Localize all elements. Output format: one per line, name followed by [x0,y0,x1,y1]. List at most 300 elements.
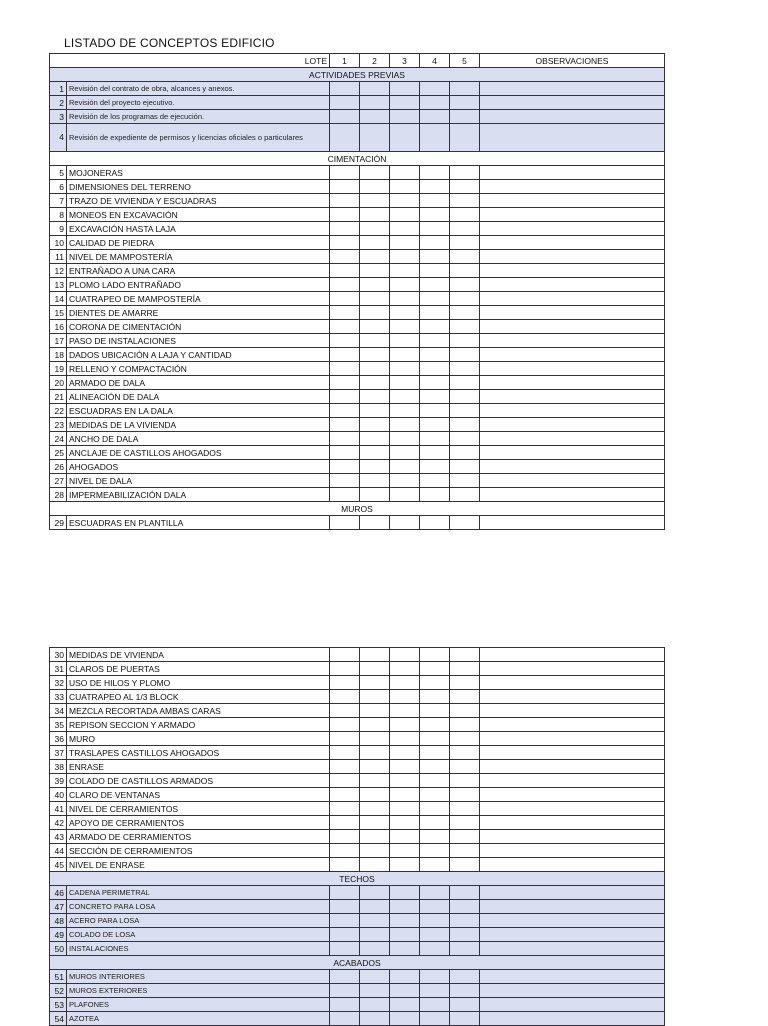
lote-check-cell[interactable] [420,648,450,662]
lote-check-cell[interactable] [390,718,420,732]
lote-check-cell[interactable] [390,404,420,418]
lote-check-cell[interactable] [450,222,480,236]
observaciones-cell[interactable] [480,334,665,348]
observaciones-cell[interactable] [480,830,665,844]
lote-check-cell[interactable] [360,746,390,760]
lote-check-cell[interactable] [330,774,360,788]
lote-check-cell[interactable] [420,718,450,732]
lote-check-cell[interactable] [450,418,480,432]
observaciones-cell[interactable] [480,488,665,502]
lote-check-cell[interactable] [420,390,450,404]
lote-check-cell[interactable] [390,362,420,376]
observaciones-cell[interactable] [480,816,665,830]
lote-check-cell[interactable] [360,292,390,306]
lote-check-cell[interactable] [360,970,390,984]
lote-check-cell[interactable] [420,732,450,746]
lote-check-cell[interactable] [360,774,390,788]
lote-check-cell[interactable] [330,222,360,236]
lote-check-cell[interactable] [330,984,360,998]
lote-check-cell[interactable] [390,900,420,914]
lote-check-cell[interactable] [360,320,390,334]
lote-check-cell[interactable] [390,914,420,928]
lote-check-cell[interactable] [420,432,450,446]
lote-check-cell[interactable] [360,732,390,746]
observaciones-cell[interactable] [480,278,665,292]
observaciones-cell[interactable] [480,774,665,788]
lote-check-cell[interactable] [330,516,360,530]
lote-check-cell[interactable] [450,662,480,676]
lote-check-cell[interactable] [450,774,480,788]
lote-check-cell[interactable] [360,998,390,1012]
lote-check-cell[interactable] [360,886,390,900]
observaciones-cell[interactable] [480,222,665,236]
lote-check-cell[interactable] [420,404,450,418]
lote-check-cell[interactable] [450,816,480,830]
lote-check-cell[interactable] [450,844,480,858]
observaciones-cell[interactable] [480,418,665,432]
observaciones-cell[interactable] [480,900,665,914]
observaciones-cell[interactable] [480,676,665,690]
lote-check-cell[interactable] [390,984,420,998]
lote-check-cell[interactable] [390,830,420,844]
lote-check-cell[interactable] [420,858,450,872]
lote-check-cell[interactable] [360,662,390,676]
observaciones-cell[interactable] [480,180,665,194]
lote-check-cell[interactable] [360,788,390,802]
observaciones-cell[interactable] [480,984,665,998]
lote-check-cell[interactable] [420,166,450,180]
lote-check-cell[interactable] [450,474,480,488]
observaciones-cell[interactable] [480,194,665,208]
lote-check-cell[interactable] [360,676,390,690]
lote-check-cell[interactable] [420,320,450,334]
lote-check-cell[interactable] [330,802,360,816]
lote-check-cell[interactable] [330,390,360,404]
lote-check-cell[interactable] [360,488,390,502]
lote-check-cell[interactable] [330,320,360,334]
observaciones-cell[interactable] [480,914,665,928]
lote-check-cell[interactable] [420,110,450,124]
lote-check-cell[interactable] [360,432,390,446]
lote-check-cell[interactable] [390,194,420,208]
lote-check-cell[interactable] [450,404,480,418]
lote-check-cell[interactable] [390,690,420,704]
lote-check-cell[interactable] [450,676,480,690]
observaciones-cell[interactable] [480,802,665,816]
observaciones-cell[interactable] [480,858,665,872]
lote-check-cell[interactable] [360,1012,390,1026]
lote-check-cell[interactable] [330,460,360,474]
lote-check-cell[interactable] [360,250,390,264]
lote-check-cell[interactable] [390,516,420,530]
lote-check-cell[interactable] [360,82,390,96]
lote-check-cell[interactable] [420,264,450,278]
lote-check-cell[interactable] [420,774,450,788]
lote-check-cell[interactable] [330,690,360,704]
lote-check-cell[interactable] [420,236,450,250]
lote-check-cell[interactable] [390,82,420,96]
lote-check-cell[interactable] [330,788,360,802]
lote-check-cell[interactable] [420,676,450,690]
lote-check-cell[interactable] [450,984,480,998]
observaciones-cell[interactable] [480,460,665,474]
lote-check-cell[interactable] [420,998,450,1012]
observaciones-cell[interactable] [480,292,665,306]
lote-check-cell[interactable] [450,746,480,760]
lote-check-cell[interactable] [330,446,360,460]
observaciones-cell[interactable] [480,236,665,250]
lote-check-cell[interactable] [420,250,450,264]
lote-check-cell[interactable] [390,774,420,788]
lote-check-cell[interactable] [390,474,420,488]
lote-check-cell[interactable] [330,914,360,928]
lote-check-cell[interactable] [360,914,390,928]
lote-check-cell[interactable] [450,648,480,662]
observaciones-cell[interactable] [480,362,665,376]
lote-check-cell[interactable] [360,984,390,998]
lote-check-cell[interactable] [420,124,450,152]
lote-check-cell[interactable] [360,844,390,858]
lote-check-cell[interactable] [390,376,420,390]
observaciones-cell[interactable] [480,970,665,984]
lote-check-cell[interactable] [450,194,480,208]
lote-check-cell[interactable] [420,334,450,348]
lote-check-cell[interactable] [330,900,360,914]
lote-check-cell[interactable] [360,648,390,662]
lote-check-cell[interactable] [330,998,360,1012]
observaciones-cell[interactable] [480,998,665,1012]
lote-check-cell[interactable] [360,446,390,460]
lote-check-cell[interactable] [330,110,360,124]
lote-check-cell[interactable] [360,802,390,816]
lote-check-cell[interactable] [450,362,480,376]
lote-check-cell[interactable] [450,236,480,250]
lote-check-cell[interactable] [360,180,390,194]
lote-check-cell[interactable] [330,82,360,96]
lote-check-cell[interactable] [390,648,420,662]
lote-check-cell[interactable] [360,460,390,474]
lote-check-cell[interactable] [360,222,390,236]
lote-check-cell[interactable] [450,914,480,928]
lote-check-cell[interactable] [450,942,480,956]
lote-check-cell[interactable] [360,690,390,704]
lote-check-cell[interactable] [420,194,450,208]
lote-check-cell[interactable] [420,460,450,474]
lote-check-cell[interactable] [450,760,480,774]
lote-check-cell[interactable] [420,180,450,194]
lote-check-cell[interactable] [330,278,360,292]
lote-check-cell[interactable] [390,418,420,432]
lote-check-cell[interactable] [420,348,450,362]
lote-check-cell[interactable] [450,96,480,110]
lote-check-cell[interactable] [330,208,360,222]
lote-check-cell[interactable] [450,886,480,900]
lote-check-cell[interactable] [420,222,450,236]
lote-check-cell[interactable] [390,886,420,900]
observaciones-cell[interactable] [480,942,665,956]
lote-check-cell[interactable] [390,460,420,474]
lote-check-cell[interactable] [330,1012,360,1026]
lote-check-cell[interactable] [330,844,360,858]
lote-check-cell[interactable] [420,900,450,914]
lote-check-cell[interactable] [420,208,450,222]
lote-check-cell[interactable] [390,760,420,774]
lote-check-cell[interactable] [390,432,420,446]
lote-check-cell[interactable] [360,306,390,320]
observaciones-cell[interactable] [480,264,665,278]
lote-check-cell[interactable] [390,928,420,942]
observaciones-cell[interactable] [480,474,665,488]
lote-check-cell[interactable] [420,418,450,432]
lote-check-cell[interactable] [450,180,480,194]
lote-check-cell[interactable] [390,844,420,858]
observaciones-cell[interactable] [480,704,665,718]
lote-check-cell[interactable] [390,446,420,460]
lote-check-cell[interactable] [390,390,420,404]
lote-check-cell[interactable] [360,278,390,292]
lote-check-cell[interactable] [390,788,420,802]
lote-check-cell[interactable] [390,236,420,250]
lote-check-cell[interactable] [330,250,360,264]
observaciones-cell[interactable] [480,166,665,180]
lote-check-cell[interactable] [450,704,480,718]
lote-check-cell[interactable] [450,690,480,704]
observaciones-cell[interactable] [480,760,665,774]
lote-check-cell[interactable] [360,264,390,278]
lote-check-cell[interactable] [420,376,450,390]
lote-check-cell[interactable] [360,858,390,872]
lote-check-cell[interactable] [390,858,420,872]
lote-check-cell[interactable] [420,928,450,942]
lote-check-cell[interactable] [390,662,420,676]
lote-check-cell[interactable] [390,998,420,1012]
lote-check-cell[interactable] [450,320,480,334]
lote-check-cell[interactable] [420,306,450,320]
lote-check-cell[interactable] [360,404,390,418]
lote-check-cell[interactable] [390,704,420,718]
lote-check-cell[interactable] [450,460,480,474]
lote-check-cell[interactable] [450,446,480,460]
lote-check-cell[interactable] [330,662,360,676]
lote-check-cell[interactable] [330,376,360,390]
observaciones-cell[interactable] [480,306,665,320]
observaciones-cell[interactable] [480,662,665,676]
lote-check-cell[interactable] [390,264,420,278]
lote-check-cell[interactable] [420,788,450,802]
lote-check-cell[interactable] [390,306,420,320]
lote-check-cell[interactable] [360,474,390,488]
lote-check-cell[interactable] [420,746,450,760]
observaciones-cell[interactable] [480,376,665,390]
lote-check-cell[interactable] [450,516,480,530]
observaciones-cell[interactable] [480,648,665,662]
lote-check-cell[interactable] [420,886,450,900]
lote-check-cell[interactable] [360,348,390,362]
lote-check-cell[interactable] [330,180,360,194]
lote-check-cell[interactable] [450,718,480,732]
lote-check-cell[interactable] [330,236,360,250]
lote-check-cell[interactable] [450,998,480,1012]
lote-check-cell[interactable] [360,208,390,222]
lote-check-cell[interactable] [420,516,450,530]
lote-check-cell[interactable] [330,166,360,180]
lote-check-cell[interactable] [330,194,360,208]
lote-check-cell[interactable] [390,96,420,110]
lote-check-cell[interactable] [360,928,390,942]
lote-check-cell[interactable] [330,474,360,488]
lote-check-cell[interactable] [330,816,360,830]
lote-check-cell[interactable] [360,942,390,956]
lote-check-cell[interactable] [330,676,360,690]
lote-check-cell[interactable] [420,96,450,110]
lote-check-cell[interactable] [420,984,450,998]
lote-check-cell[interactable] [360,900,390,914]
lote-check-cell[interactable] [360,362,390,376]
lote-check-cell[interactable] [420,1012,450,1026]
lote-check-cell[interactable] [390,320,420,334]
lote-check-cell[interactable] [360,816,390,830]
lote-check-cell[interactable] [420,82,450,96]
observaciones-cell[interactable] [480,844,665,858]
lote-check-cell[interactable] [450,802,480,816]
observaciones-cell[interactable] [480,348,665,362]
lote-check-cell[interactable] [360,704,390,718]
lote-check-cell[interactable] [390,942,420,956]
lote-check-cell[interactable] [390,970,420,984]
lote-check-cell[interactable] [450,858,480,872]
lote-check-cell[interactable] [360,110,390,124]
lote-check-cell[interactable] [390,250,420,264]
lote-check-cell[interactable] [390,334,420,348]
lote-check-cell[interactable] [330,928,360,942]
observaciones-cell[interactable] [480,746,665,760]
lote-check-cell[interactable] [450,788,480,802]
lote-check-cell[interactable] [450,82,480,96]
observaciones-cell[interactable] [480,516,665,530]
lote-check-cell[interactable] [360,516,390,530]
lote-check-cell[interactable] [420,474,450,488]
observaciones-cell[interactable] [480,320,665,334]
lote-check-cell[interactable] [360,718,390,732]
lote-check-cell[interactable] [450,110,480,124]
lote-check-cell[interactable] [330,704,360,718]
lote-check-cell[interactable] [360,760,390,774]
lote-check-cell[interactable] [330,886,360,900]
observaciones-cell[interactable] [480,82,665,96]
lote-check-cell[interactable] [360,334,390,348]
lote-check-cell[interactable] [330,942,360,956]
lote-check-cell[interactable] [330,830,360,844]
lote-check-cell[interactable] [450,250,480,264]
lote-check-cell[interactable] [450,1012,480,1026]
lote-check-cell[interactable] [420,662,450,676]
lote-check-cell[interactable] [420,760,450,774]
lote-check-cell[interactable] [420,690,450,704]
observaciones-cell[interactable] [480,208,665,222]
lote-check-cell[interactable] [330,404,360,418]
observaciones-cell[interactable] [480,446,665,460]
lote-check-cell[interactable] [450,166,480,180]
lote-check-cell[interactable] [360,376,390,390]
lote-check-cell[interactable] [360,96,390,110]
lote-check-cell[interactable] [390,488,420,502]
lote-check-cell[interactable] [420,292,450,306]
observaciones-cell[interactable] [480,886,665,900]
lote-check-cell[interactable] [450,348,480,362]
lote-check-cell[interactable] [330,292,360,306]
lote-check-cell[interactable] [450,970,480,984]
observaciones-cell[interactable] [480,96,665,110]
lote-check-cell[interactable] [390,180,420,194]
lote-check-cell[interactable] [360,194,390,208]
lote-check-cell[interactable] [450,306,480,320]
lote-check-cell[interactable] [390,1012,420,1026]
lote-check-cell[interactable] [390,816,420,830]
lote-check-cell[interactable] [450,124,480,152]
observaciones-cell[interactable] [480,432,665,446]
lote-check-cell[interactable] [420,914,450,928]
lote-check-cell[interactable] [330,96,360,110]
lote-check-cell[interactable] [390,746,420,760]
lote-check-cell[interactable] [450,928,480,942]
lote-check-cell[interactable] [420,942,450,956]
lote-check-cell[interactable] [330,348,360,362]
lote-check-cell[interactable] [330,648,360,662]
observaciones-cell[interactable] [480,732,665,746]
lote-check-cell[interactable] [390,110,420,124]
lote-check-cell[interactable] [390,222,420,236]
lote-check-cell[interactable] [390,732,420,746]
observaciones-cell[interactable] [480,690,665,704]
lote-check-cell[interactable] [450,432,480,446]
lote-check-cell[interactable] [330,264,360,278]
lote-check-cell[interactable] [360,830,390,844]
lote-check-cell[interactable] [330,732,360,746]
lote-check-cell[interactable] [360,418,390,432]
lote-check-cell[interactable] [330,760,360,774]
lote-check-cell[interactable] [330,362,360,376]
lote-check-cell[interactable] [450,390,480,404]
lote-check-cell[interactable] [450,900,480,914]
lote-check-cell[interactable] [420,704,450,718]
observaciones-cell[interactable] [480,404,665,418]
lote-check-cell[interactable] [420,278,450,292]
lote-check-cell[interactable] [420,488,450,502]
lote-check-cell[interactable] [390,292,420,306]
observaciones-cell[interactable] [480,788,665,802]
lote-check-cell[interactable] [330,858,360,872]
lote-check-cell[interactable] [450,264,480,278]
lote-check-cell[interactable] [390,166,420,180]
lote-check-cell[interactable] [330,718,360,732]
lote-check-cell[interactable] [420,844,450,858]
observaciones-cell[interactable] [480,110,665,124]
lote-check-cell[interactable] [330,334,360,348]
lote-check-cell[interactable] [450,334,480,348]
observaciones-cell[interactable] [480,250,665,264]
lote-check-cell[interactable] [390,802,420,816]
lote-check-cell[interactable] [330,418,360,432]
lote-check-cell[interactable] [420,970,450,984]
observaciones-cell[interactable] [480,390,665,404]
lote-check-cell[interactable] [450,376,480,390]
lote-check-cell[interactable] [420,830,450,844]
observaciones-cell[interactable] [480,928,665,942]
lote-check-cell[interactable] [390,676,420,690]
lote-check-cell[interactable] [360,166,390,180]
lote-check-cell[interactable] [420,802,450,816]
lote-check-cell[interactable] [420,816,450,830]
